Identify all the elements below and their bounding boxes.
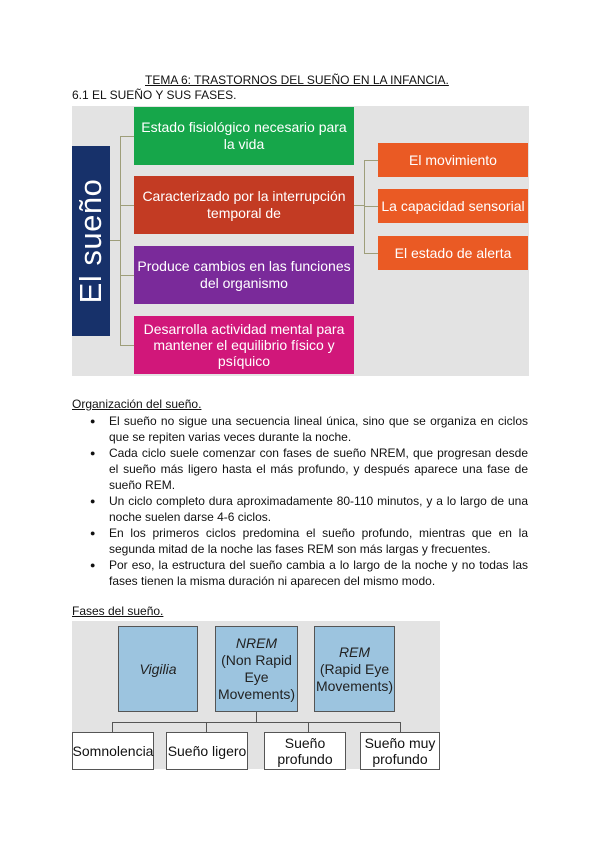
interruption-box xyxy=(378,189,528,223)
interruption-box xyxy=(378,143,528,177)
list-item: ● Por eso, la estructura del sueño cambia a lo largo de la noche y no todas las fases tienen la misma duración ni aparecen del mismo modo. xyxy=(90,557,528,589)
phase-label: REM xyxy=(338,643,371,660)
subphase-label: Sueño muy profundo xyxy=(364,735,436,767)
definition-text: Caracterizado por la interrupción temporal de xyxy=(142,188,346,221)
definition-text: Estado fisiológico necesario para la vida xyxy=(141,119,347,152)
interruption-box xyxy=(378,236,528,270)
document-title: TEMA 6: TRASTORNOS DEL SUEÑO EN LA INFANCIA. xyxy=(145,73,449,87)
connector xyxy=(120,345,134,346)
list-item: ● En los primeros ciclos predomina el sueño profundo, mientras que en la segunda mitad de la noche las fases REM son más largas y frecuentes. xyxy=(90,525,528,557)
main-concept-box xyxy=(72,146,110,336)
connector xyxy=(364,253,378,254)
phase-box-rem xyxy=(314,626,395,712)
phase-label: NREM xyxy=(235,635,278,651)
connector xyxy=(120,205,134,206)
sleep-phases-diagram xyxy=(72,621,440,769)
interruption-text: El estado de alerta xyxy=(394,244,512,261)
connector xyxy=(308,722,309,732)
sleep-definition-diagram xyxy=(72,106,529,376)
phase-label: Vigilia xyxy=(139,660,177,677)
subphase-label: Somnolencia xyxy=(72,743,154,759)
list-item: ● Cada ciclo suele comenzar con fases de sueño NREM, que progresan desde el sueño más ligero hasta el más profundo, y después aparece una fase de sueño REM. xyxy=(90,445,528,493)
connector xyxy=(112,722,113,732)
connector xyxy=(364,206,378,207)
interruption-text: La capacidad sensorial xyxy=(381,197,525,214)
subphase-label: Sueño ligero xyxy=(167,743,247,759)
main-concept-label: El sueño xyxy=(73,178,108,304)
definition-text: Produce cambios en las funciones del organismo xyxy=(137,258,351,291)
connector xyxy=(206,722,207,732)
organization-heading: Organización del sueño. xyxy=(72,397,202,411)
phases-heading: Fases del sueño. xyxy=(72,604,164,618)
list-item: ● Un ciclo completo dura aproximadamente 80-110 minutos, y a lo largo de una noche suelen darse 4-6 ciclos. xyxy=(90,493,528,525)
subphase-box xyxy=(360,732,440,770)
connector xyxy=(364,160,378,161)
connector xyxy=(120,275,134,276)
definition-box xyxy=(134,246,354,304)
phase-detail: (Non Rapid Eye Movements) xyxy=(217,652,296,702)
definition-box xyxy=(134,316,354,374)
connector xyxy=(120,136,134,137)
subphase-box xyxy=(72,732,154,770)
definition-text: Desarrolla actividad mental para mantener el equilibrio físico y psíquico xyxy=(143,321,345,369)
connector xyxy=(400,722,401,732)
phase-box-vigilia xyxy=(118,626,198,712)
connector xyxy=(110,240,120,241)
list-item: ● El sueño no sigue una secuencia lineal única, sino que se organiza en ciclos que se repiten varias veces durante la noche. xyxy=(90,413,528,445)
section-title: 6.1 EL SUEÑO Y SUS FASES. xyxy=(72,88,237,102)
subphase-label: Sueño profundo xyxy=(277,735,333,767)
connector xyxy=(112,722,401,723)
definition-box xyxy=(134,107,354,165)
interruption-text: El movimiento xyxy=(409,151,497,168)
definition-box xyxy=(134,176,354,234)
phase-box-nrem xyxy=(215,626,298,712)
subphase-box xyxy=(166,732,248,770)
phase-detail: (Rapid Eye Movements) xyxy=(315,660,394,694)
connector xyxy=(256,712,257,722)
organization-list xyxy=(90,413,528,589)
connector xyxy=(120,136,121,346)
subphase-box xyxy=(264,732,346,770)
connector xyxy=(354,205,364,206)
